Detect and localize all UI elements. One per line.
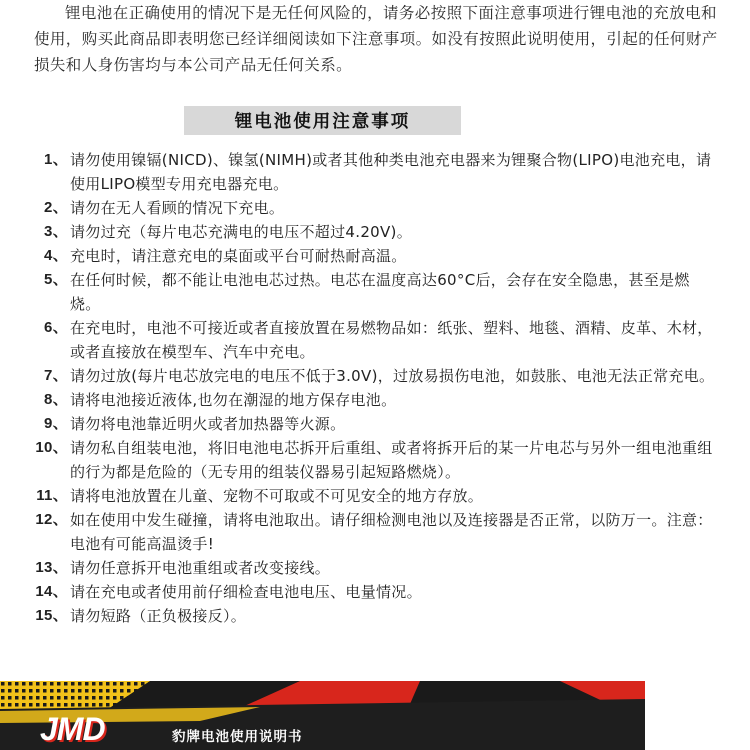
list-item — [30, 436, 720, 484]
rule-text: 请勿短路（正负极接反）。 — [70, 607, 247, 625]
rule-text: 充电时，请注意充电的桌面或平台可耐热耐高温。 — [70, 247, 407, 265]
section-title-bar — [184, 106, 461, 135]
rule-number: 5、 — [44, 271, 68, 288]
rule-number: 10、 — [35, 439, 68, 456]
list-item — [30, 388, 720, 412]
rule-number: 8、 — [44, 391, 68, 408]
rule-number: 2、 — [44, 199, 68, 216]
rule-number: 14、 — [35, 583, 68, 600]
list-item — [30, 412, 720, 436]
rule-number: 6、 — [44, 319, 68, 336]
list-item — [30, 604, 720, 628]
list-item — [30, 148, 720, 196]
rule-text: 请勿在无人看顾的情况下充电。 — [70, 199, 285, 217]
list-item — [30, 268, 720, 316]
rule-number: 4、 — [44, 247, 68, 264]
list-item — [30, 196, 720, 220]
rule-number: 1、 — [44, 151, 68, 168]
list-item — [30, 244, 720, 268]
banner-title: 豹牌电池使用说明书 — [172, 729, 303, 745]
rule-text: 请勿使用镍镉(NICD)、镍氢(NIMH)或者其他种类电池充电器来为锂聚合物(LIPO)电池充电，请使用LIPO模型专用充电器充电。 — [70, 151, 712, 193]
list-item — [30, 556, 720, 580]
rule-text: 请勿将电池靠近明火或者加热器等火源。 — [70, 415, 346, 433]
rule-number: 12、 — [35, 511, 68, 528]
rules-list — [30, 148, 720, 628]
rule-text: 请勿过充（每片电芯充满电的电压不超过4.20V)。 — [70, 223, 413, 241]
list-item — [30, 484, 720, 508]
rule-text: 在任何时候，都不能让电池电芯过热。电芯在温度高达60°C后，会存在安全隐患，甚至是燃烧。 — [70, 271, 690, 313]
list-item — [30, 220, 720, 244]
rule-number: 7、 — [44, 367, 68, 384]
rule-text: 请将电池接近液体,也勿在潮湿的地方保存电池。 — [70, 391, 397, 409]
rule-number: 9、 — [44, 415, 68, 432]
intro-paragraph: 锂电池在正确使用的情况下是无任何风险的，请务必按照下面注意事项进行锂电池的充放电和使用，购买此商品即表明您已经详细阅读如下注意事项。如没有按照此说明使用，引起的任何财产损失和人身伤害均与本公司产品无任何关系。 — [34, 4, 718, 74]
rule-number: 13、 — [35, 559, 68, 576]
rule-text: 请将电池放置在儿童、宠物不可取或不可见安全的地方存放。 — [70, 487, 484, 505]
rule-number: 3、 — [44, 223, 68, 240]
section-title: 锂电池使用注意事项 — [234, 112, 411, 132]
brand-logo: JMD — [40, 711, 105, 747]
rule-number: 15、 — [35, 607, 68, 624]
rule-number: 11、 — [36, 487, 68, 504]
list-item — [30, 508, 720, 556]
list-item — [30, 580, 720, 604]
rule-text: 在充电时，电池不可接近或者直接放置在易燃物品如：纸张、塑料、地毯、酒精、皮革、木材，或者直接放在模型车、汽车中充电。 — [70, 319, 713, 361]
rule-text: 请在充电或者使用前仔细检查电池电压、电量情况。 — [70, 583, 422, 601]
list-item — [30, 364, 720, 388]
list-item — [30, 316, 720, 364]
rule-text: 请勿任意拆开电池重组或者改变接线。 — [70, 559, 331, 577]
rule-text: 请勿私自组装电池，将旧电池电芯拆开后重组、或者将拆开后的某一片电芯与另外一组电池重组的行为都是危险的（无专用的组装仪器易引起短路燃烧）。 — [70, 439, 713, 481]
rule-text: 请勿过放(每片电芯放完电的电压不低于3.0V)，过放易损伤电池，如鼓胀、电池无法正常充电。 — [70, 367, 715, 385]
rule-text: 如在使用中发生碰撞，请将电池取出。请仔细检测电池以及连接器是否正常，以防万一。注意：电池有可能高温烫手! — [70, 511, 713, 553]
brand-banner — [0, 681, 645, 750]
